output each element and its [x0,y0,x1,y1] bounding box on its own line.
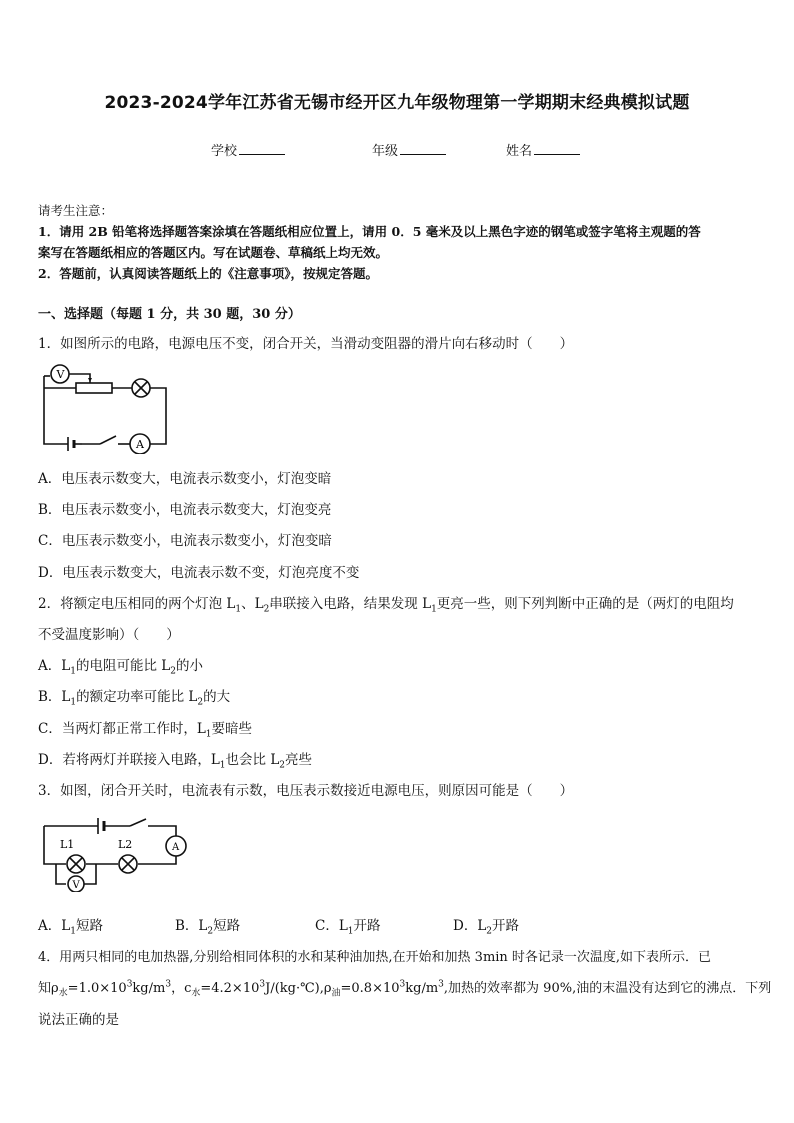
q2-opt-text: B．L [38,689,71,705]
q2-opt-text: 的额定功率可能比 L [76,689,198,705]
q2-opt-sub: 2 [197,697,204,708]
q1-option-c[interactable]: C．电压表示数变小，电流表示数变小，灯泡变暗 [38,533,332,549]
school-blank[interactable] [239,142,285,155]
q4-sub: 水 [58,988,68,999]
q1-ammeter-label: A [136,438,144,451]
q4-text: =4.2×10 [200,981,260,996]
q4-sup: 3 [126,979,133,990]
section-title: 一、选择题（每题 1 分，共 30 题，30 分） [38,307,301,322]
q4-sub: 油 [331,988,341,999]
q3-circuit-diagram [38,812,190,892]
q3-l1-label: L1 [60,838,75,851]
q3-opt-sub: 2 [486,926,493,937]
q2-option-c[interactable] [38,717,252,740]
q2-sub: 1 [431,604,437,615]
q3-opt-sub: 1 [70,926,76,937]
student-info-fields [0,140,794,160]
q3-opt-sub: 1 [347,926,354,937]
grade-field[interactable] [372,140,446,159]
q4-text: ,加热的效率都为 90%,油的末温没有达到它的沸点．下列 [443,981,772,996]
q2-option-b[interactable] [38,685,230,708]
name-label: 姓名 [506,144,533,159]
q2-opt-text: 要暗些 [211,721,253,737]
q2-opt-text: 的小 [175,658,203,674]
q3-ammeter-label: A [172,842,180,853]
q3-opt-text: B．L [175,918,208,934]
notice-item-2: 2．答题前，认真阅读答题纸上的《注意事项》，按规定答题。 [38,266,378,281]
q3-voltmeter-label: V [72,880,80,891]
q3-opt-sub: 2 [207,926,214,937]
q3-option-d[interactable] [453,914,519,937]
notice-item-1b: 案写在答题纸相应的答题区内。写在试题卷、草稿纸上均无效。 [38,245,389,260]
name-field[interactable] [506,140,580,159]
q3-option-c[interactable] [315,914,381,937]
q1-option-b[interactable]: B．电压表示数变小，电流表示数变大，灯泡变亮 [38,502,332,518]
q4-text: ，c [171,981,192,996]
q2-stem-line2: 不受温度影响）（ ） [38,627,180,643]
q2-opt-text: 的大 [203,689,231,705]
q1-option-a[interactable]: A．电压表示数变大，电流表示数变小，灯泡变暗 [38,471,332,487]
q4-text: =0.8×10 [340,981,400,996]
q2-sub: 2 [263,604,270,615]
q4-text: =1.0×10 [67,981,127,996]
q3-opt-text: 开路 [353,918,381,934]
exam-title: 2023-2024学年江苏省无锡市经开区九年级物理第一学期期末经典模拟试题 [104,93,690,113]
q4-sup: 3 [399,979,406,990]
q3-option-b[interactable] [175,914,240,937]
q2-opt-sub: 2 [170,666,176,677]
q3-opt-text: A．L [38,918,71,934]
q1-circuit-diagram [38,358,174,454]
q4-stem-line1: 4．用两只相同的电加热器,分别给相同体积的水和某种油加热,在开始和加热 3min 时各记录一次温度,如下表所示．已 [38,950,712,965]
notice-heading: 请考生注意： [38,203,114,218]
q3-opt-text: 开路 [492,918,520,934]
q4-sub: 水 [191,988,201,999]
notice-item-1a: 1．请用 2B 铅笔将选择题答案涂填在答题纸相应位置上，请用 0．5 毫米及以上黑色字迹的钢笔或签字笔将主观题的答 [38,224,701,239]
notice-block [38,200,758,284]
q2-stem-part: 2．将额定电压相同的两个灯泡 L [38,596,236,612]
q1-option-d[interactable]: D．电压表示数变大，电流表示数不变，灯泡亮度不变 [38,565,360,581]
q3-stem: 3．如图，闭合开关时，电流表有示数，电压表示数接近电源电压，则原因可能是（ ） [38,783,574,799]
q2-option-a[interactable] [38,654,203,677]
q1-stem: 1．如图所示的电路，电源电压不变，闭合开关，当滑动变阻器的滑片向右移动时（ ） [38,336,574,352]
q2-stem-part: 更亮一些，则下列判断中正确的是（两灯的电阻均 [436,596,734,612]
name-blank[interactable] [534,142,580,155]
q3-option-a[interactable] [38,914,103,937]
q4-text: J/(kg·℃),ρ [265,981,332,996]
q2-opt-sub: 1 [70,697,77,708]
q4-text: 知ρ [38,981,59,996]
school-field[interactable] [211,140,285,159]
grade-label: 年级 [372,144,399,159]
q1-voltmeter-label: V [56,368,65,381]
q2-stem [38,592,734,615]
q4-text: kg/m [132,981,166,996]
q2-opt-sub: 1 [219,760,226,771]
q4-sup: 3 [165,979,172,990]
q2-option-d[interactable] [38,748,312,771]
q3-opt-text: D．L [453,918,487,934]
q2-opt-text: A．L [38,658,71,674]
q2-stem-part: 、L [241,596,264,612]
q2-opt-text: C．当两灯都正常工作时，L [38,721,206,737]
q2-stem-part: 串联接入电路，结果发现 L [269,596,432,612]
q4-sup: 3 [438,979,444,990]
q3-l2-label: L2 [118,838,133,851]
q3-opt-text: C．L [315,918,348,934]
q2-opt-text: 亮些 [285,752,313,768]
q4-stem-line2 [38,977,771,999]
q4-text: kg/m [405,981,439,996]
q4-stem-line3: 说法正确的是 [38,1012,119,1028]
q2-opt-text: 的电阻可能比 L [75,658,171,674]
q4-sup: 3 [259,979,266,990]
q2-opt-sub: 1 [205,729,212,740]
q2-opt-text: 也会比 L [225,752,280,768]
q3-opt-text: 短路 [213,918,241,934]
q2-sub: 1 [235,604,242,615]
q2-opt-text: D．若将两灯并联接入电路，L [38,752,220,768]
q3-opt-text: 短路 [75,918,103,934]
school-label: 学校 [211,144,238,159]
grade-blank[interactable] [400,142,446,155]
q2-opt-sub: 1 [70,666,76,677]
q2-opt-sub: 2 [279,760,286,771]
